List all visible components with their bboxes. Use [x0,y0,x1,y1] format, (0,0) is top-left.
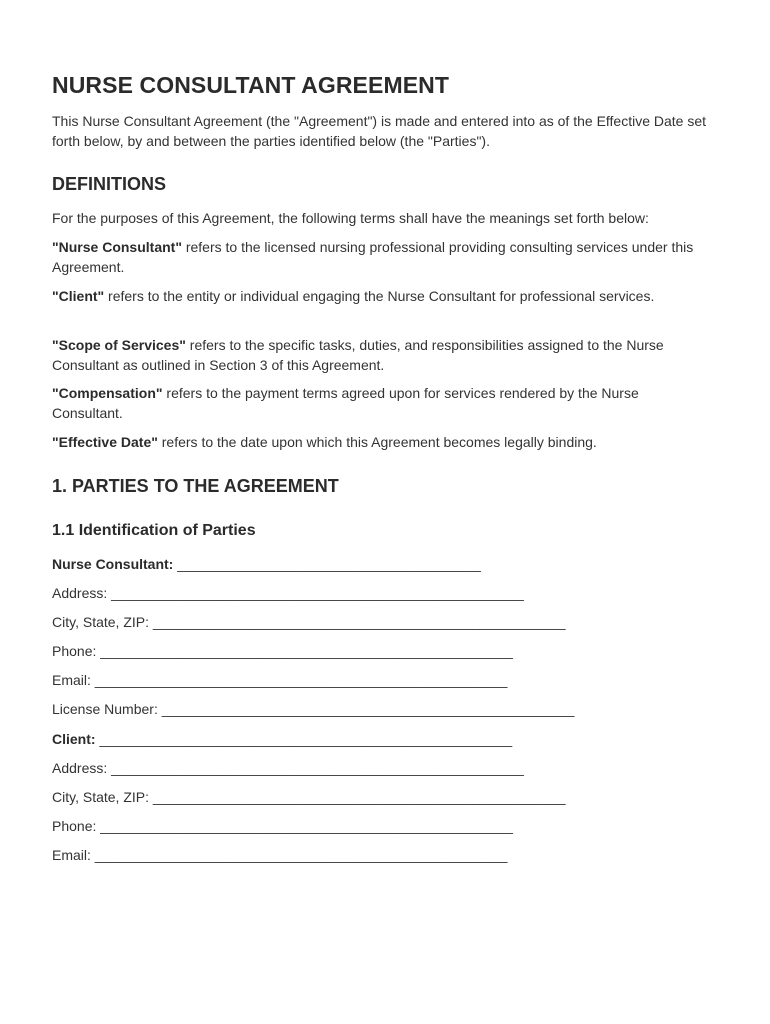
field-label: License Number: [52,701,158,717]
definition-text: refers to the specific tasks, duties, and responsibilities assigned to the Nurse Consultant as outlined in Section 3 of this Agreement. [52,337,664,373]
client-city-state-zip-field[interactable] [52,787,566,807]
field-label: Email: [52,672,91,688]
fill-blank[interactable]: _____________________________________________________ [152,789,566,805]
nurse-address-field[interactable] [52,583,524,603]
nurse-email-field[interactable] [52,670,507,690]
definition-item [52,432,712,452]
field-label: Phone: [52,643,97,659]
fill-blank[interactable]: _______________________________________ [177,556,481,572]
definition-item [52,237,712,277]
client-name-field[interactable] [52,729,512,749]
client-address-field[interactable] [52,758,524,778]
definition-term: "Scope of Services" [52,337,186,353]
definitions-lead: For the purposes of this Agreement, the following terms shall have the meanings set forth below: [52,210,649,226]
fill-blank[interactable]: _____________________________________________________ [99,731,513,747]
field-label: City, State, ZIP: [52,789,149,805]
definition-term: "Client" [52,288,105,304]
fill-blank[interactable]: _____________________________________________________ [94,672,508,688]
definitions-heading: DEFINITIONS [52,174,167,194]
field-label: Address: [52,760,108,776]
field-label: Email: [52,847,91,863]
definition-text: refers to the entity or individual engaging the Nurse Consultant for professional services. [104,288,655,304]
fill-blank[interactable]: _____________________________________________________ [111,585,524,601]
nurse-city-state-zip-field[interactable] [52,612,566,632]
parties-subheading: 1.1 Identification of Parties [52,522,256,539]
definition-item [52,383,712,423]
field-label: Address: [52,585,108,601]
field-label: Client: [52,731,96,747]
definition-item [52,335,712,375]
fill-blank[interactable]: _____________________________________________________ [111,760,524,776]
nurse-phone-field[interactable] [52,641,513,661]
fill-blank[interactable]: _____________________________________________________ [100,818,513,834]
definition-term: "Nurse Consultant" [52,239,182,255]
client-email-field[interactable] [52,845,507,865]
intro-paragraph: This Nurse Consultant Agreement (the "Agreement") is made and entered into as of the Effective Date set forth below, by and between the parties identified below (the "Parties"). [52,113,707,149]
definition-term: "Effective Date" [52,434,158,450]
license-number-field[interactable] [52,699,574,719]
definition-item [52,286,712,306]
parties-heading: 1. PARTIES TO THE AGREEMENT [52,476,339,496]
fill-blank[interactable]: _____________________________________________________ [152,614,566,630]
field-label: Nurse Consultant: [52,556,174,572]
field-label: Phone: [52,818,97,834]
definition-text: refers to the payment terms agreed upon for services rendered by the Nurse Consultant. [52,385,639,421]
nurse-consultant-name-field[interactable] [52,554,481,574]
client-phone-field[interactable] [52,816,513,836]
definition-text: refers to the date upon which this Agreement becomes legally binding. [157,434,597,450]
field-label: City, State, ZIP: [52,614,149,630]
fill-blank[interactable]: _____________________________________________________ [100,643,513,659]
fill-blank[interactable]: _____________________________________________________ [161,701,575,717]
fill-blank[interactable]: _____________________________________________________ [94,847,508,863]
definition-term: "Compensation" [52,385,163,401]
definition-text: refers to the licensed nursing professional providing consulting services under this Agreement. [52,239,694,275]
document-title: NURSE CONSULTANT AGREEMENT [52,72,450,98]
